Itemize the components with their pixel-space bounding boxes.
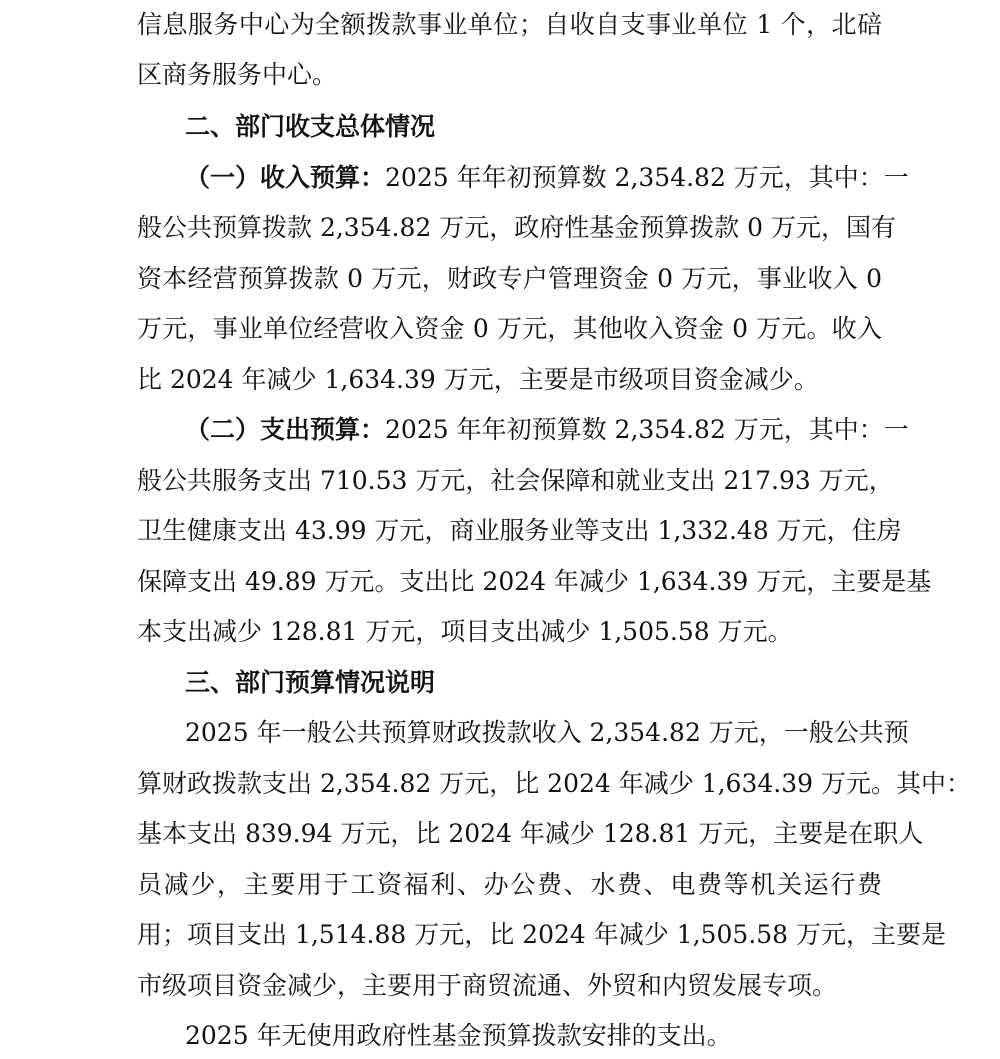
expense-line-1 bbox=[185, 415, 909, 445]
budget-para-line-1: 2025 年一般公共预算财政拨款收入 2,354.82 万元，一般公共预 bbox=[185, 718, 909, 747]
budget-para-line-6: 市级项目资金减少，主要用于商贸流通、外贸和内贸发展专项。 bbox=[137, 971, 838, 1000]
budget-para-line-2: 算财政拨款支出 2,354.82 万元，比 2024 年减少 1,634.39 万元。其中： bbox=[137, 769, 971, 798]
section-2-heading: 二、部门收支总体情况 bbox=[185, 112, 436, 141]
budget-para-line-3: 基本支出 839.94 万元，比 2024 年减少 128.81 万元，主要是在职人 bbox=[137, 819, 924, 848]
income-line-1-text: 2025 年年初预算数 2,354.82 万元，其中：一 bbox=[385, 163, 909, 192]
income-label: （一）收入预算： bbox=[185, 163, 386, 192]
income-line-4: 万元，事业单位经营收入资金 0 万元，其他收入资金 0 万元。收入 bbox=[137, 314, 882, 343]
budget-para-line-5: 用；项目支出 1,514.88 万元，比 2024 年减少 1,505.58 万元，主要是 bbox=[137, 920, 946, 949]
expense-label: （二）支出预算： bbox=[185, 415, 386, 444]
expense-line-3: 卫生健康支出 43.99 万元，商业服务业等支出 1,332.48 万元，住房 bbox=[137, 516, 902, 545]
expense-line-2: 般公共服务支出 710.53 万元，社会保障和就业支出 217.93 万元， bbox=[137, 466, 894, 495]
expense-line-4: 保障支出 49.89 万元。支出比 2024 年减少 1,634.39 万元，主要是基 bbox=[137, 567, 932, 596]
expense-line-5: 本支出减少 128.81 万元，项目支出减少 1,505.58 万元。 bbox=[137, 617, 793, 646]
income-line-3: 资本经营预算拨款 0 万元，财政专户管理资金 0 万元，事业收入 0 bbox=[137, 264, 882, 293]
budget-para-line-4: 员减少，主要用于工资福利、办公费、水费、电费等机关运行费 bbox=[137, 870, 882, 899]
intro-line-1: 信息服务中心为全额拨款事业单位；自收自支事业单位 1 个，北碚 bbox=[137, 10, 882, 39]
income-line-5: 比 2024 年减少 1,634.39 万元，主要是市级项目资金减少。 bbox=[137, 365, 819, 394]
expense-line-1-text: 2025 年年初预算数 2,354.82 万元，其中：一 bbox=[385, 415, 909, 444]
income-line-1 bbox=[185, 163, 909, 193]
income-line-2: 般公共预算拨款 2,354.82 万元，政府性基金预算拨款 0 万元，国有 bbox=[137, 213, 897, 242]
intro-line-2: 区商务服务中心。 bbox=[137, 60, 338, 89]
fund-para-line-1: 2025 年无使用政府性基金预算拨款安排的支出。 bbox=[185, 1021, 732, 1050]
section-3-heading: 三、部门预算情况说明 bbox=[185, 668, 436, 697]
